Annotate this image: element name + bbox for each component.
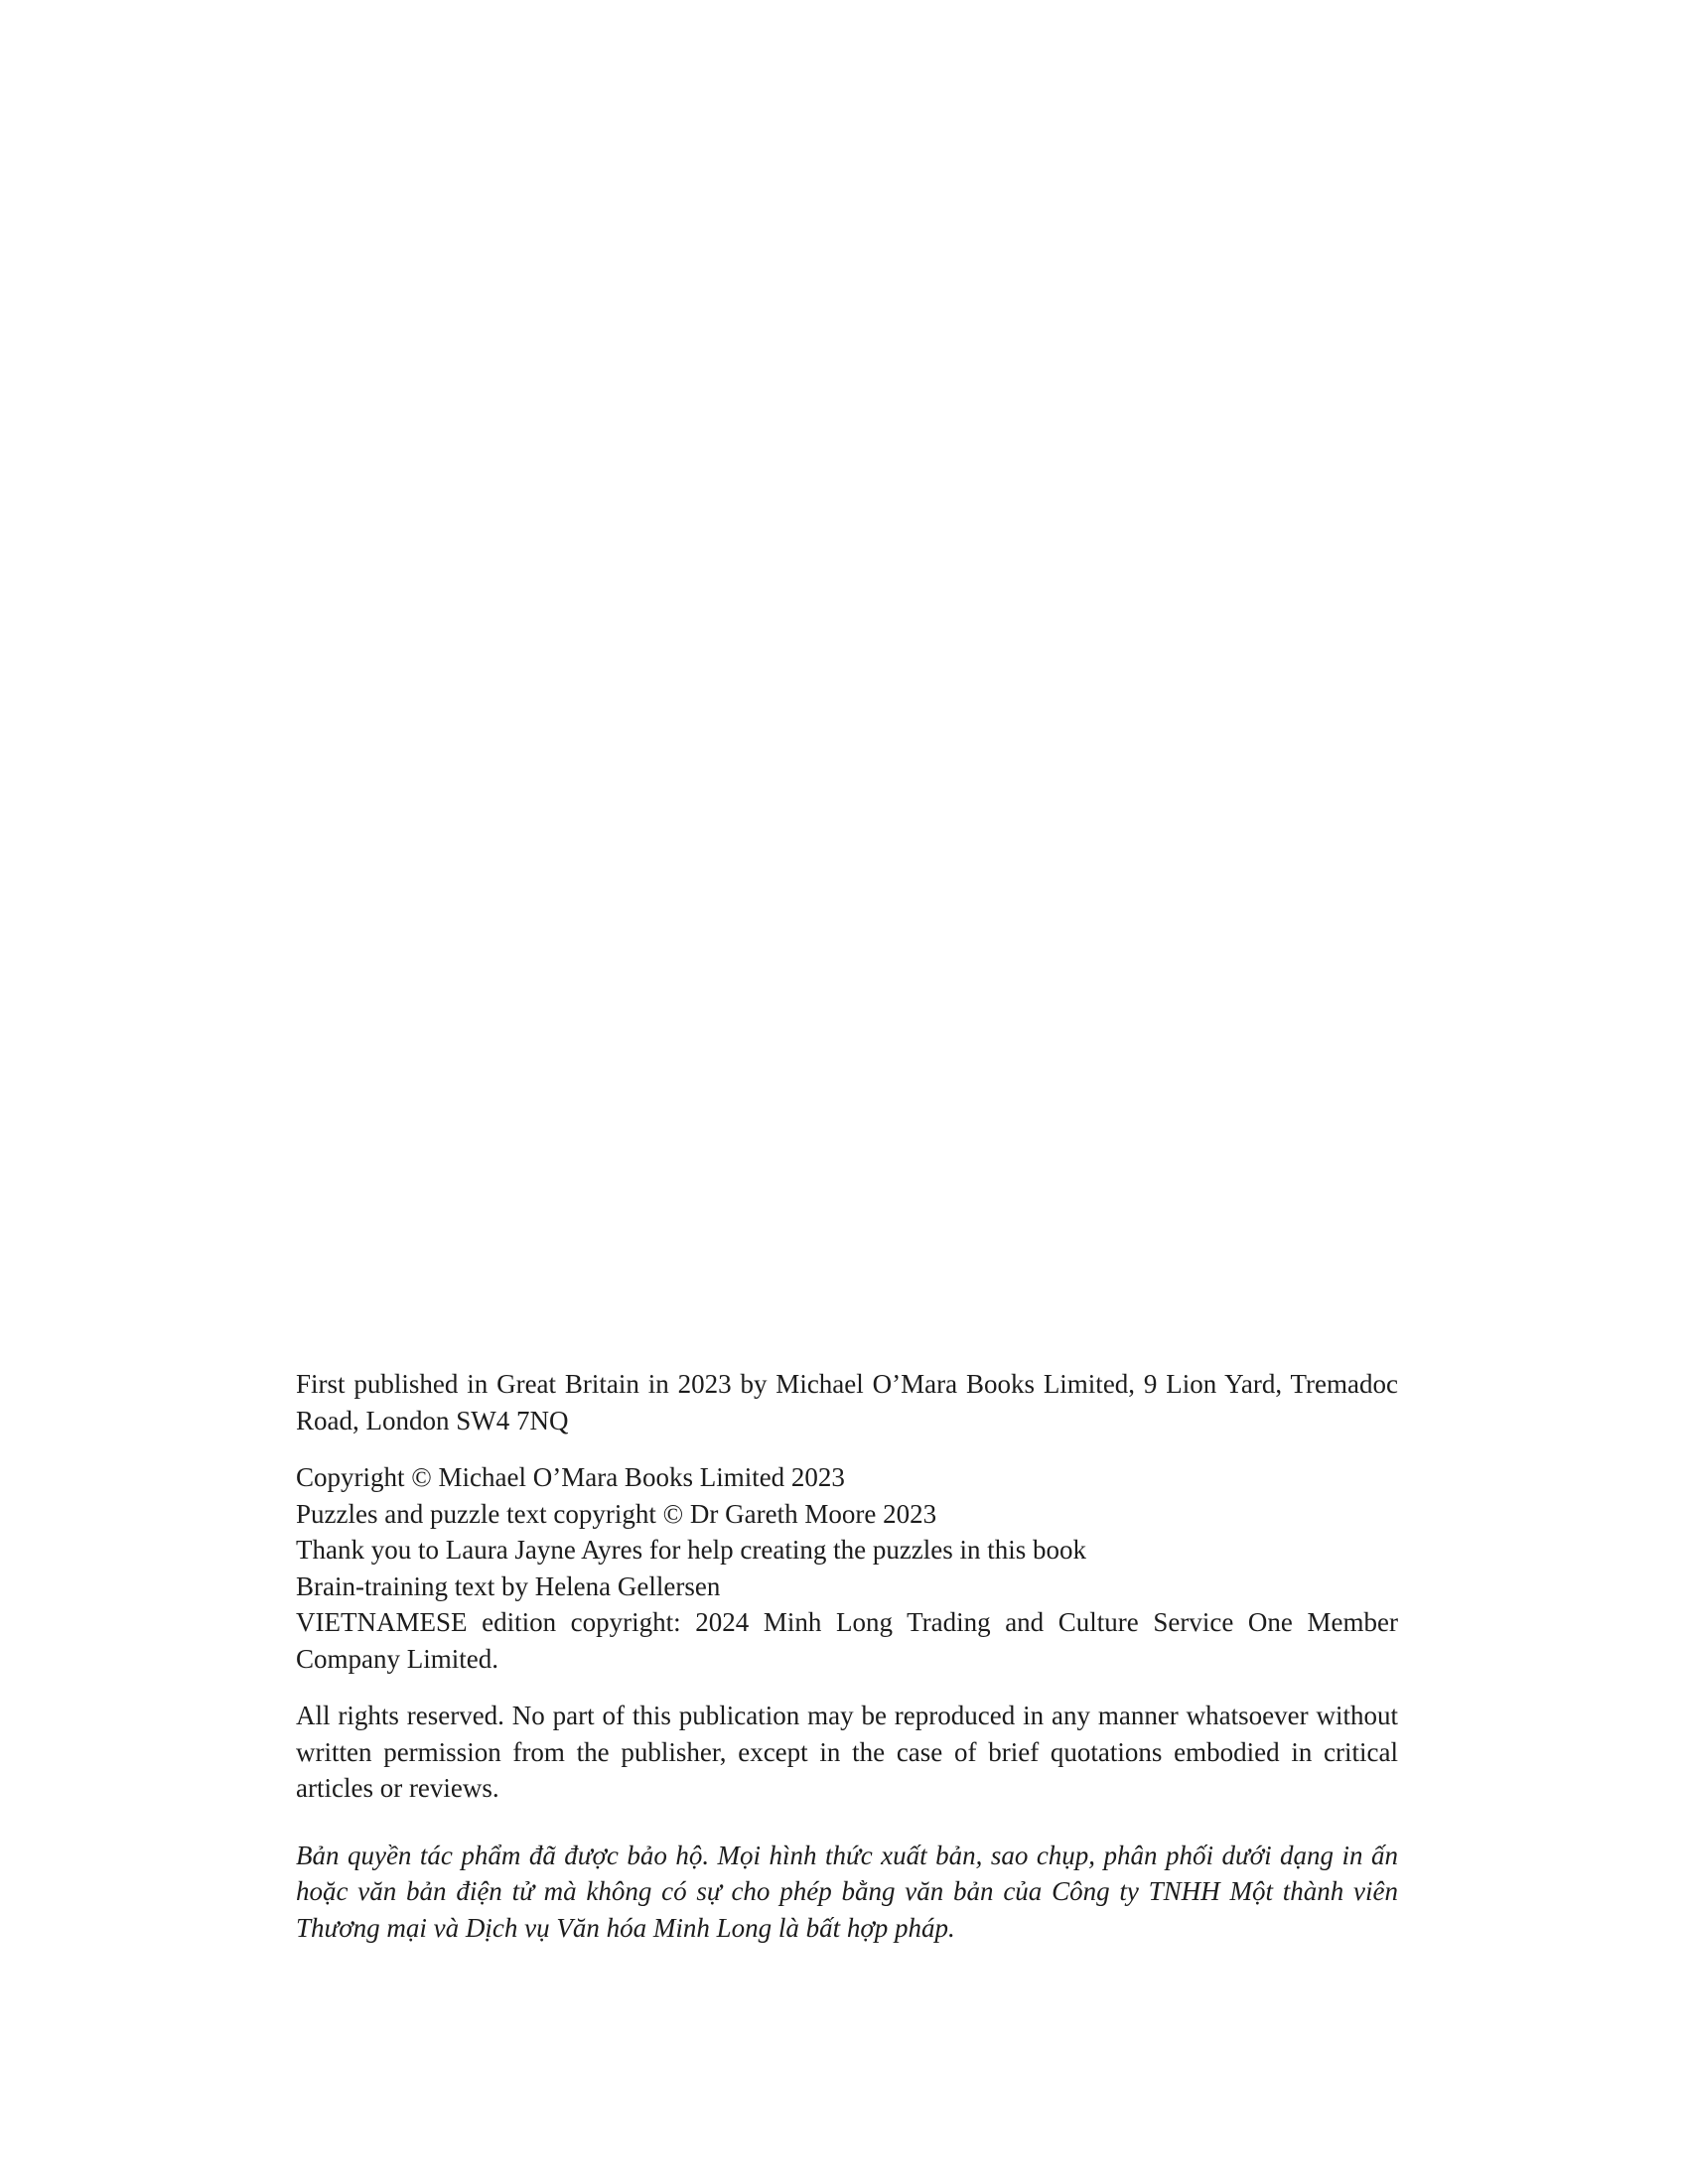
credit-line-puzzles: Puzzles and puzzle text copyright © Dr Gareth Moore 2023 [296,1498,937,1529]
credit-line-copyright: Copyright © Michael O’Mara Books Limited 2023 [296,1462,845,1492]
credit-line-vietnamese-edition: VIETNAMESE edition copyright: 2024 Minh Long Trading and Culture Service One Member Company Limited. [296,1607,1398,1674]
vietnamese-rights-notice: Bản quyền tác phẩm đã được bảo hộ. Mọi hình thức xuất bản, sao chụp, phân phối dưới dạng in ấn hoặc văn bản điện tử mà không có sự cho phép bằng văn bản của Công ty TNHH Một thành viên Thương mại và Dịch vụ Văn hóa Minh Long là bất hợp pháp. [296,1840,1398,1943]
rights-reserved-notice: All rights reserved. No part of this publication may be reproduced in any manner whatsoever without written permission from the publisher, except in the case of brief quotations embodied in critical articles or reviews. [296,1701,1398,1803]
credit-line-thanks: Thank you to Laura Jayne Ayres for help creating the puzzles in this book [296,1535,1087,1565]
first-published-statement: First published in Great Britain in 2023 by Michael O’Mara Books Limited, 9 Lion Yard, Tremadoc Road, London SW4 7NQ [296,1369,1398,1435]
credit-line-brain-training: Brain-training text by Helena Gellersen [296,1570,721,1601]
credits-list [296,1459,1398,1677]
copyright-block [296,1366,1398,1946]
